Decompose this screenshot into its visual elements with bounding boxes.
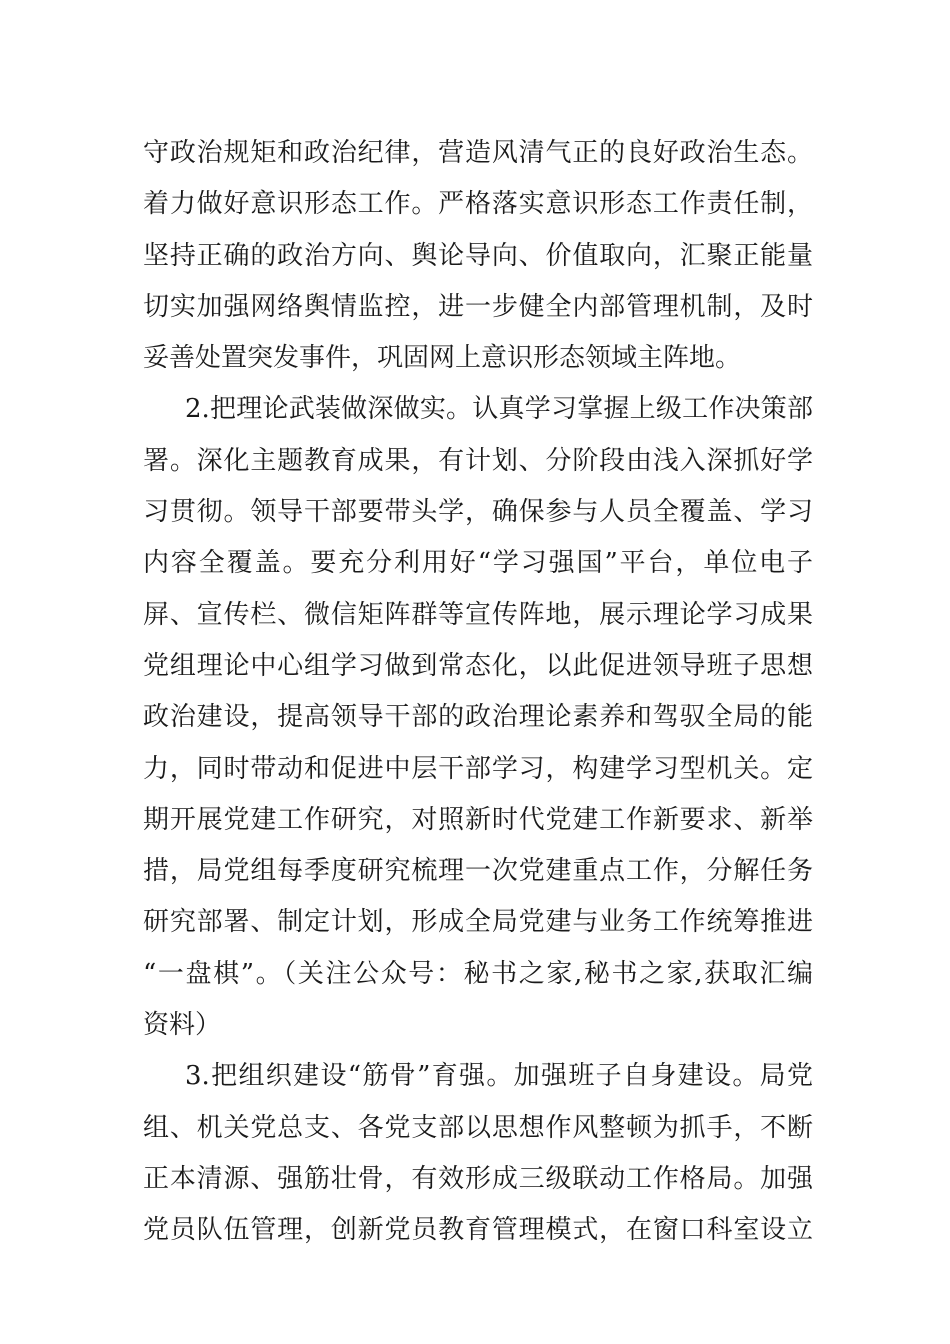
text-line [143, 692, 813, 743]
paragraph-start-line [143, 384, 813, 435]
text-line-content: 政治建设，提高领导干部的政治理论素养和驾驭全局的能 [143, 702, 813, 733]
text-line-content: 习贯彻。领导干部要带头学，确保参与人员全覆盖、学习 [143, 497, 813, 528]
text-line [143, 641, 813, 692]
text-line [143, 436, 813, 487]
text-line [143, 1103, 813, 1154]
text-line [143, 333, 813, 384]
text-line-content: 研究部署、制定计划，形成全局党建与业务工作统筹推进 [143, 907, 813, 938]
text-line [143, 179, 813, 230]
text-line-content: 期开展党建工作研究，对照新时代党建工作新要求、新举 [143, 804, 813, 835]
text-line-content: 正本清源、强筋壮骨，有效形成三级联动工作格局。加强 [143, 1163, 813, 1194]
text-line [143, 795, 813, 846]
text-line [143, 590, 813, 641]
text-line-content: 资料） [143, 1010, 222, 1041]
text-line-content: 党组理论中心组学习做到常态化，以此促进领导班子思想 [143, 650, 813, 681]
document-body [143, 128, 813, 1257]
text-line-content: 内容全覆盖。要充分利用好“学习强国”平台，单位电子 [143, 548, 813, 579]
text-line [143, 487, 813, 538]
text-line-content: 3.把组织建设“筋骨”育强。加强班子自身建设。局党 [185, 1061, 813, 1092]
text-line-content: 组、机关党总支、各党支部以思想作风整顿为抓手，不断 [143, 1112, 813, 1143]
text-line-content: “一盘棋”。（关注公众号：秘书之家,秘书之家,获取汇编 [143, 958, 813, 989]
text-line [143, 897, 813, 948]
text-line-content: 措，局党组每季度研究梳理一次党建重点工作，分解任务 [143, 856, 813, 887]
text-line-content: 妥善处置突发事件，巩固网上意识形态领域主阵地。 [143, 343, 742, 374]
paragraph-start-line [143, 1051, 813, 1102]
text-line-content: 着力做好意识形态工作。严格落实意识形态工作责任制， [143, 189, 813, 220]
text-line [143, 744, 813, 795]
text-line [143, 949, 813, 1000]
text-line [143, 538, 813, 589]
text-line [143, 1205, 813, 1256]
text-line-content: 切实加强网络舆情监控，进一步健全内部管理机制，及时 [143, 291, 813, 322]
text-line-content: 屏、宣传栏、微信矩阵群等宣传阵地，展示理论学习成果 [143, 599, 813, 630]
text-line-content: 党员队伍管理，创新党员教育管理模式，在窗口科室设立 [143, 1215, 813, 1246]
text-line [143, 1154, 813, 1205]
text-line [143, 128, 813, 179]
text-line [143, 846, 813, 897]
text-line-content: 2.把理论武装做深做实。认真学习掌握上级工作决策部 [185, 394, 813, 425]
text-line-content: 守政治规矩和政治纪律，营造风清气正的良好政治生态。 [143, 138, 813, 168]
text-line-content: 力，同时带动和促进中层干部学习，构建学习型机关。定 [143, 753, 813, 784]
text-line-content: 坚持正确的政治方向、舆论导向、价值取向，汇聚正能量 [143, 240, 813, 271]
text-line-content: 署。深化主题教育成果，有计划、分阶段由浅入深抓好学 [143, 445, 813, 476]
text-line [143, 1000, 813, 1051]
text-line [143, 282, 813, 333]
text-line [143, 231, 813, 282]
